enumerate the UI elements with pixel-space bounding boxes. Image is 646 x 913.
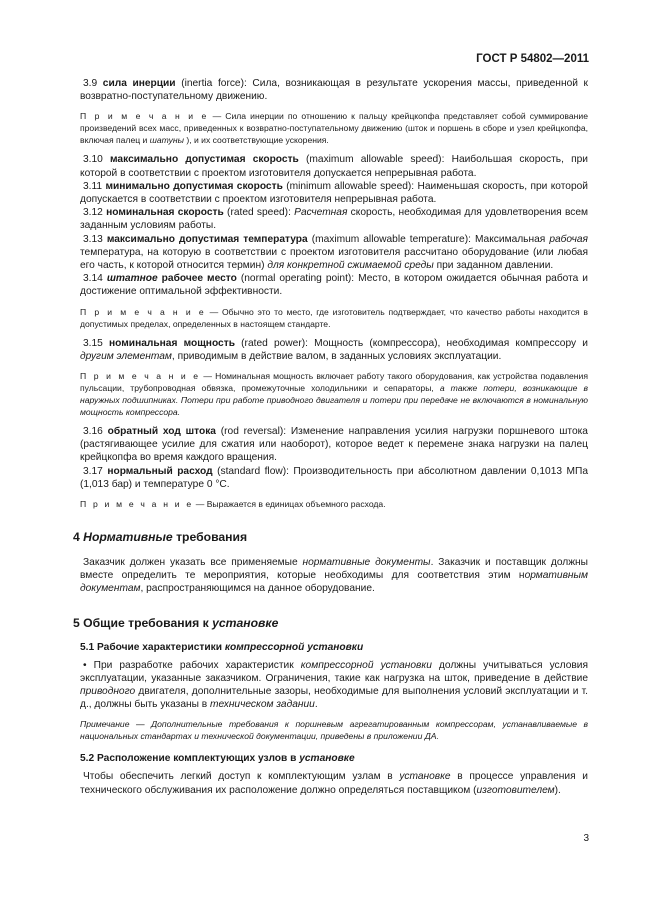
term-3-9: 3.9 сила инерции (inertia force): Сила, возникающая в результате ускорения массы, приведенной к возвратно-поступательному движению. [80,78,588,103]
section-5-1-paragraph: • При разработке рабочих характеристик компрессорной установки должны учитываться условия эксплуатации, указанные заказчиком. Ограничения, такие как нагрузка на шток, приведение в действие приводного двигателя, дополнительные зазоры, необходимые для выполнения условий эксплуатации и т. д., должны быть указаны в техническом задании. [80,659,588,711]
section-5-heading: 5 Общие требования к установке [73,615,279,630]
term-3-15: 3.15 номинальная мощность (rated power): Мощность (компрессора), необходимая компрессору и другим элементам, приводимым в действие валом, в заданных условиях эксплуатации. [80,337,588,362]
term-3-14: 3.14 штатное рабочее место (normal operating point): Место, в котором ожидается обычная работа и достижение оптимальной эффективности. [80,273,588,298]
section-5-1-heading: 5.1 Рабочие характеристики компрессорной установки [80,641,364,653]
term-3-10: 3.10 максимально допустимая скорость (maximum allowable speed): Наибольшая скорость, при которой в соответствии с проектом изготовителя допускается непрерывная работа. [80,154,588,179]
term-3-13: 3.13 максимально допустимая температура (maximum allowable temperature): Максимальная рабочая температура, на которую в соответствии с проектом изготовителя рассчитано оборудование (или любая его часть, к которой относится термин) для конкретной сжимаемой среды при заданном давлении. [80,233,588,272]
section-5-2-paragraph: Чтобы обеспечить легкий доступ к комплектующим узлам в установке в процессе управления и технического обслуживания их расположение должно определяться поставщиком (изготовителем). [80,771,588,796]
term-3-17: 3.17 нормальный расход (standard flow): Производительность при абсолютном давлении 0,1013 МПа (1,013 бар) и температуре 0 °С. [80,465,589,490]
section-4-paragraph: Заказчик должен указать все применяемые нормативные документы. Заказчик и поставщик должны вместе определить те мероприятия, которые необходимы для соответствия этим нормативным документам, распространяющимся на данное оборудование. [80,557,588,595]
term-3-11: 3.11 минимально допустимая скорость (minimum allowable speed): Наименьшая скорость, при которой допускается в соответствии с проектом изготовителя непрерывная работа. [80,180,588,206]
page-number: 3 [583,833,589,844]
note-3-15: П р и м е ч а н и е — Номинальная мощность включает работу такого оборудования, как устройства подавления пульсации, трубопроводная обвязка, промежуточные холодильники и сепараторы, а также потери, возникающие в наружных подшипниках. Потери при работе приводного двигателя и потери при передаче не включаются в номинальную мощность компрессора. [80,371,588,418]
note-3-9: П р и м е ч а н и е — Сила инерции по отношению к пальцу крейцкопфа представляет собой суммирование произведений всех масс, приведенных к возвратно-поступательному движению (шток и поршень в сборе и узел крейцкопфа, включая палец и шатуны ), и их соответствующие ускорения. [80,111,588,146]
section-5-2-heading: 5.2 Расположение комплектующих узлов в установке [80,753,355,765]
note-3-14: П р и м е ч а н и е — Обычно это то место, где изготовитель подтверждает, что качество работы находится в допустимых пределах, определенных в настоящем стандарте. [80,306,588,329]
term-3-16: 3.16 обратный ход штока (rod reversal): Изменение направления усилия нагрузки поршневого штока (растягивающее усилие для сжатия или наоборот), которое ведет к перемене знака нагрузки на палец крейцкопфа во время каждого вращения. [80,426,588,464]
section-4-heading: 4 Нормативные требования [73,530,248,545]
note-3-17: П р и м е ч а н и е — Выражается в единицах объемного расхода. [80,499,386,510]
document-body [73,77,589,797]
standard-code: ГОСТ Р 54802—2011 [476,53,589,65]
term-3-12: 3.12 номинальная скорость (rated speed): Расчетная скорость, необходимая для удовлетворения всем заданным условиям работы. [80,207,588,232]
section-5-1-note: Примечание — Дополнительные требования к поршневым агрегатированным компрессорам, устанавливаемые в национальных стандартах и технической документации, приведены в приложении ДА. [80,719,588,742]
